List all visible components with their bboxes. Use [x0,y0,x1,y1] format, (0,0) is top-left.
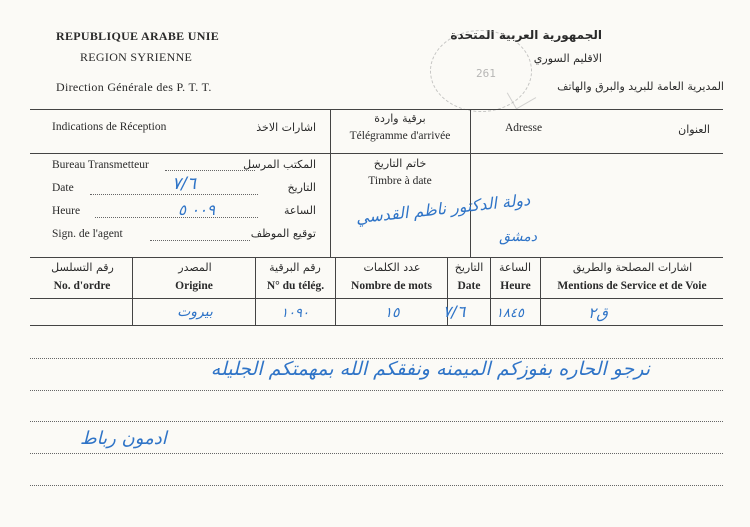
value-date: ٧/٦ [442,302,466,321]
address-handwritten-city: دمشق [499,229,537,245]
value-origine: بيروت [177,304,213,320]
address-label-ar: العنوان [678,123,710,136]
reception-heure-value: ٠٠٩ ٥ [178,201,216,219]
reception-label-bureau: Bureau Transmetteur [52,159,149,171]
reception-label-date: Date [52,182,74,194]
value-mentions: ق٢ [588,304,608,322]
divider-right [470,109,471,257]
message-rule-4 [30,421,723,422]
col-mentions-ar: اشارات المصلحة والطريق [572,261,693,274]
columns-header-bottom-rule [30,298,723,299]
col-mots-fr: Nombre de mots [351,280,432,292]
message-rule-5 [30,453,723,454]
address-label-fr: Adresse [505,122,543,134]
message-body: نرجو الحاره بفوزكم الميمنه ونفقكم الله بمهمتكم الجليله [210,358,650,380]
reception-label-heure-ar: الساعة [283,204,316,217]
columns-top-rule [30,257,723,258]
col-heure-ar: الساعة [498,261,532,274]
header-fr-direction: Direction Générale des P. T. T. [56,80,212,94]
address-rule [470,153,723,154]
col-telegram-no-fr: N° du télég. [266,280,325,292]
col-ordre-fr: No. d'ordre [53,280,111,292]
header-ar-direction: المديرية العامة للبريد والبرق والهاتف [557,80,724,93]
timbre-label-fr: Timbre à date [368,175,432,187]
value-telegram-no: ١٠٩٠ [281,306,309,321]
col-origine-ar: المصدر [178,261,212,274]
reception-label-date-ar: التاريخ [287,181,316,194]
col-heure-fr: Heure [500,280,531,292]
date-stamp-number: 261 [476,67,496,80]
reception-label-sign: Sign. de l'agent [52,228,123,240]
col-mots-ar: عدد الكلمات [363,261,421,274]
telegram-title-fr: Télégramme d'arrivée [349,130,451,142]
col-telegram-no-ar: رقم البرقية [269,261,321,274]
header-fr-republic: REPUBLIQUE ARABE UNIE [56,29,219,43]
message-rule-3 [30,390,723,391]
reception-title-fr: Indications de Réception [52,121,167,133]
reception-rule [30,153,330,154]
heure-fill-line [95,217,258,218]
col-date-fr: Date [457,280,481,292]
col-date-ar: التاريخ [454,261,484,274]
top-rule [30,109,723,110]
col-ordre-ar: رقم التسلسل [51,261,114,274]
col-mentions-fr: Mentions de Service et de Voie [557,280,707,292]
message-signature: ادمون رباط [80,428,167,449]
reception-label-heure: Heure [52,205,81,217]
header-ar-republic: الجمهورية العربية المتحدة [450,28,602,42]
col-origine-fr: Origine [175,280,213,292]
timbre-label-ar: خاتم التاريخ [373,157,427,170]
header-fr-region: REGION SYRIENNE [80,50,193,64]
reception-title-ar: اشارات الاخذ [256,121,316,134]
bureau-fill-line [165,170,255,171]
reception-date-value: ٧/٦ [172,174,196,194]
message-rule-1 [30,325,723,326]
telegram-rule [330,153,470,154]
value-heure: ١٨٤٥ [496,306,524,321]
reception-label-sign-ar: توقيع الموظف [250,227,316,240]
header-ar-region: الاقليم السوري [533,52,602,65]
value-mots: ١٥ [384,305,400,321]
telegram-title-ar: برقية واردة [374,112,426,125]
sign-fill-line [150,240,250,241]
address-handwritten-name: دولة الدكتور ناظم القدسي [354,190,531,228]
date-fill-line [90,194,258,195]
message-rule-6 [30,485,723,486]
reception-label-bureau-ar: المكتب المرسل [243,158,316,171]
